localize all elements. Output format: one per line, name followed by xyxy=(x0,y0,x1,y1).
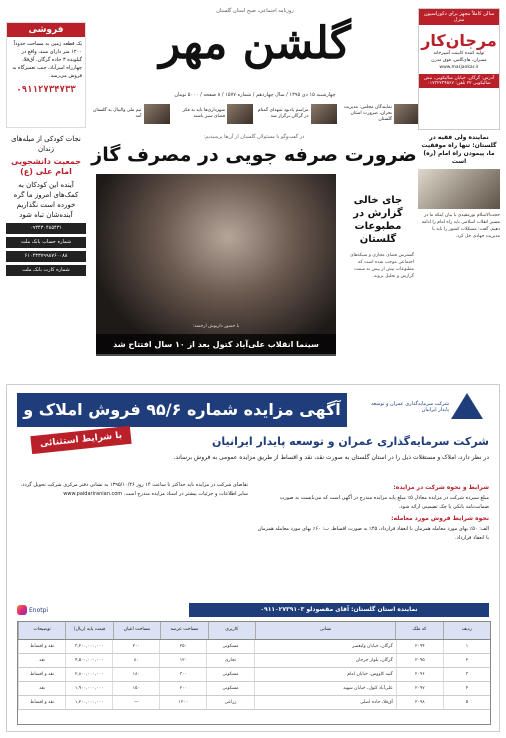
table-cell: ۴ xyxy=(443,682,490,695)
table-cell: ۲۰۹۷ xyxy=(396,682,443,695)
table-cell: ۳,۲۰۰,۰۰۰,۰۰۰ xyxy=(65,640,112,653)
charity-account-2: شماره کارت بانک ملت xyxy=(6,265,86,276)
table-cell: ۲۰۹۴ xyxy=(396,640,443,653)
table-cell: نقد و اقساط xyxy=(18,696,65,709)
charity-phone-1: ۰۹۳۴۳۰۴۸۵۴۳۱ xyxy=(6,223,86,234)
enotpi-label: Enotpi xyxy=(29,606,49,614)
table-header xyxy=(18,622,490,640)
thumb-text: مراسم یادبود شهدای گمنام در گرگان برگزار شد xyxy=(257,108,309,119)
company-logo xyxy=(359,391,489,431)
col-header: مساحت عرصه xyxy=(160,622,207,639)
table-cell: زراعی xyxy=(206,696,253,709)
marjankar-ad[interactable] xyxy=(418,8,500,130)
auction-title: آگهی مزایده شماره ۹۵/۶ فروش املاک و مستغلات xyxy=(17,393,347,427)
col-header: مساحت اعیان xyxy=(113,622,160,639)
table-cell: علی‌آباد کتول، خیابان شهید xyxy=(254,682,396,695)
masthead xyxy=(90,8,420,126)
thumb-story[interactable] xyxy=(341,103,421,125)
table-cell: ۱۲۰ xyxy=(159,654,206,667)
thumb-photo xyxy=(227,104,253,124)
table-cell: ۲۰۰ xyxy=(112,640,159,653)
table-cell: ۲۵۰ xyxy=(159,640,206,653)
headline-kicker: در گفت‌وگو با مسئولان گلستان از آن‌ها پرسیدیم: xyxy=(203,134,305,140)
col-header: کاربری xyxy=(208,622,255,639)
terms-heading-2: نحوه شرایط فروش مورد معامله: xyxy=(391,515,489,522)
side-story xyxy=(342,194,414,280)
auction-intro: در نظر دارد، املاک و مستغلات ذیل را در استان گلستان به صورت نقد، نقد و اقساط از طریق مزایده عمومی به فروش برساند. xyxy=(173,454,489,461)
table-cell: تجاری xyxy=(206,654,253,667)
right-column xyxy=(418,134,500,374)
terms-heading: شرایط و نحوه شرکت در مزایده: xyxy=(393,484,489,491)
table-cell: ۲,۸۰۰,۰۰۰,۰۰۰ xyxy=(65,668,112,681)
side-text: گسترش فضای مجازی و شبکه‌های اجتماعی موجب شده است که مطبوعات بیش از پیش به سمت گزارش و تحلیل بروند. xyxy=(349,253,414,279)
thumb-photo xyxy=(311,104,337,124)
thumb-photo xyxy=(144,104,170,124)
thumb-photo xyxy=(394,104,420,124)
logo-text: شرکت سرمایه‌گذاری عمران و توسعه پایدار ایرانیان xyxy=(371,401,449,413)
sale-header: فروشی xyxy=(7,23,85,37)
land-sale-ad[interactable] xyxy=(6,22,86,128)
table-cell: ۱۲۰۰ xyxy=(159,696,206,709)
col-header: ردیف xyxy=(443,622,490,639)
table-cell: مسکونی xyxy=(206,668,253,681)
ad-brand: مرجان‌کار xyxy=(421,31,497,50)
property-table xyxy=(17,621,491,725)
ad-header: سالن کاملاً مجهز برای دکوراسیون منزل xyxy=(419,9,499,25)
table-cell: ۴,۵۰۰,۰۰۰,۰۰۰ xyxy=(65,654,112,667)
table-row xyxy=(18,654,490,668)
terms-text: مبلغ سپرده شرکت در مزایده معادل ۵٪ مبلغ پایه مزایده مندرج در آگهی است که می‌بایست به صورت ضمانت‌نامه بانکی یا چک تضمینی ارائه شود. xyxy=(279,495,489,510)
right-column-title[interactable]: نماینده ولی فقیه در گلستان: تنها راه موفقیت ما، پیمودن راه امام (ره) است xyxy=(421,134,497,165)
thumb-story[interactable] xyxy=(257,103,337,125)
table-cell: مسکونی xyxy=(206,682,253,695)
charity-block-3: آینده این کودکان به کمک‌های امروز ما گره خورده است نگذاریم آینده‌شان تباه شود xyxy=(13,181,79,219)
issue-line: چهارشنبه ۱۵ دی ۱۳۹۵ / سال چهاردهم / شماره ۱۵۷۷ / ۸ صفحه / ۵۰۰۰ تومان xyxy=(174,92,336,98)
table-cell: ۲۰۰ xyxy=(159,682,206,695)
table-row xyxy=(18,696,490,710)
table-cell: نقد و اقساط xyxy=(18,668,65,681)
terms-text-2: الف: ۵۰٪ بهای مورد معامله همزمان با انعقاد قرارداد، ۴۵٪ به صورت اقساط. ب: ۶۰٪ بهای مورد معامله همزمان با انعقاد قرارداد. xyxy=(257,526,489,541)
right-column-text: حجت‌الاسلام نورمفیدی با بیان اینکه ما در مسیر انقلاب اسلامی باید راه امام را ادامه دهیم، گفت: مشکلات کشور را باید با مدیریت جهادی حل کرد. xyxy=(421,213,500,239)
table-cell: نقد xyxy=(18,654,65,667)
ad-sub: ممبران، های‌گلس، فوق مدرن xyxy=(431,58,487,63)
charity-block-1: نجات کودکی از میله‌های زندان xyxy=(11,135,81,153)
charity-block-2: جمعیت دانشجویی امام علی (ع) xyxy=(10,157,82,176)
auction-ad xyxy=(6,384,500,732)
charity-account-1: شماره حساب بانک ملت xyxy=(6,237,86,248)
sale-phone: ۰۹۱۱۲۷۳۴۷۳۳ xyxy=(16,85,76,95)
lead-story xyxy=(90,134,418,374)
auction-terms xyxy=(15,481,489,601)
ad-sub: تولید کننده کابینت آشپزخانه xyxy=(433,51,485,56)
instagram-icon xyxy=(17,605,27,615)
auction-badge: با شرایط استثنائی xyxy=(30,426,131,454)
side-title[interactable]: جای خالی گزارش در مطبوعات گلستان xyxy=(353,195,403,245)
table-row xyxy=(18,682,490,696)
thumb-text: شهرداری‌ها باید به فکر فضای سبز باشند xyxy=(182,108,225,119)
masthead-top-line: روزنامه اجتماعی، صبح استان گلستان xyxy=(216,8,294,14)
right-column-photo xyxy=(418,169,500,209)
ad-strip: آدرس: گرگان، خیابان شالیکوبی، نبش شالیکوبی ۲۲ تلفن: ۰۱۷۳۲۲۳۴۵۶۷ xyxy=(419,74,499,88)
representative-bar: نماینده استان گلستان: آقای مقصودلو ۰۹۱۱۰۲۷۳۹۱۰۳ xyxy=(189,603,489,617)
main-headline[interactable]: ضرورت صرفه جویی در مصرف گاز xyxy=(91,144,417,166)
photo-caption[interactable]: سینما انقلاب علی‌آباد کتول بعد از ۱۰ سال افتتاح شد xyxy=(96,334,336,356)
enotpi-badge[interactable] xyxy=(17,603,57,617)
table-cell: ۲۰۹۵ xyxy=(396,654,443,667)
logo-triangle-icon xyxy=(451,393,483,419)
table-cell: مسکونی xyxy=(206,640,253,653)
table-cell: نقد xyxy=(18,682,65,695)
table-cell: ۲۰۹۸ xyxy=(396,696,443,709)
thumb-story[interactable] xyxy=(174,103,254,125)
table-cell: ۱۵۰ xyxy=(112,682,159,695)
col-header: کد ملک xyxy=(395,622,442,639)
thumb-text: نمایندگان مجلس: مدیریت بحران، ضرورت استان گلستان xyxy=(343,105,392,122)
table-cell: ۲۰۹۶ xyxy=(396,668,443,681)
table-cell: آق‌قلا، جاده اصلی xyxy=(254,696,396,709)
terms-left xyxy=(15,481,248,601)
terms-right xyxy=(256,481,489,601)
charity-phone-2: ۶۱۰۴۳۳۷۹۹۸۷۶۰۰۸۸ xyxy=(6,251,86,262)
newspaper-logo: گلشن مهر xyxy=(159,18,351,69)
col-header: توضیحات xyxy=(18,622,65,639)
table-cell: ۱ xyxy=(443,640,490,653)
table-cell: ۸۰ xyxy=(112,654,159,667)
table-cell: ۱۸۰ xyxy=(112,668,159,681)
terms-left-text: تقاضای شرکت در مزایده باید حداکثر تا ساعت ۱۴ روز ۱۳۹۵/۱۰/۲۶ به نشانی دفتر مرکزی شرکت تحویل گردد. سایر اطلاعات و جزئیات بیشتر در اسناد مزایده مندرج است. www.paidariranian.com xyxy=(20,482,248,497)
table-row xyxy=(18,640,490,654)
table-cell: نقد و اقساط xyxy=(18,640,65,653)
charity-column xyxy=(6,134,86,374)
company-name: شرکت سرمایه‌گذاری عمران و توسعه پایدار ایرانیان xyxy=(212,435,489,448)
thumb-text: تیم ملی والیبال به گلستان آمد xyxy=(93,108,142,119)
table-cell: ۵ xyxy=(443,696,490,709)
masthead-thumbs xyxy=(90,103,420,125)
table-cell: ۱,۹۰۰,۰۰۰,۰۰۰ xyxy=(65,682,112,695)
table-cell: ۱,۲۰۰,۰۰۰,۰۰۰ xyxy=(65,696,112,709)
table-cell: گنبد کاووس، خیابان امام xyxy=(254,668,396,681)
col-header: نشانی xyxy=(255,622,395,639)
ad-website[interactable]: www.marjankar.ir xyxy=(439,65,479,70)
table-cell: گرگان، بلوار جرجان xyxy=(254,654,396,667)
table-cell: — xyxy=(112,696,159,709)
col-header: قیمت پایه (ریال) xyxy=(65,622,112,639)
sale-body: یک قطعه زمین به مساحت حدوداً ۱۲۰۰ متر دارای سند، واقع در گیلونده ۳ جاده گرگان، آق‌قلا، چهارراه امیرآباد، جنب تعمیرگاه به فروش می‌رسد. xyxy=(12,41,82,79)
table-cell: ۲ xyxy=(443,654,490,667)
table-cell: ۳ xyxy=(443,668,490,681)
table-cell: ۳۰۰ xyxy=(159,668,206,681)
table-row xyxy=(18,668,490,682)
photo-small-caption: با حضور داریوش ارجمند: xyxy=(192,324,240,329)
table-cell: گرگان، خیابان ولیعصر xyxy=(254,640,396,653)
thumb-story[interactable] xyxy=(90,103,170,125)
